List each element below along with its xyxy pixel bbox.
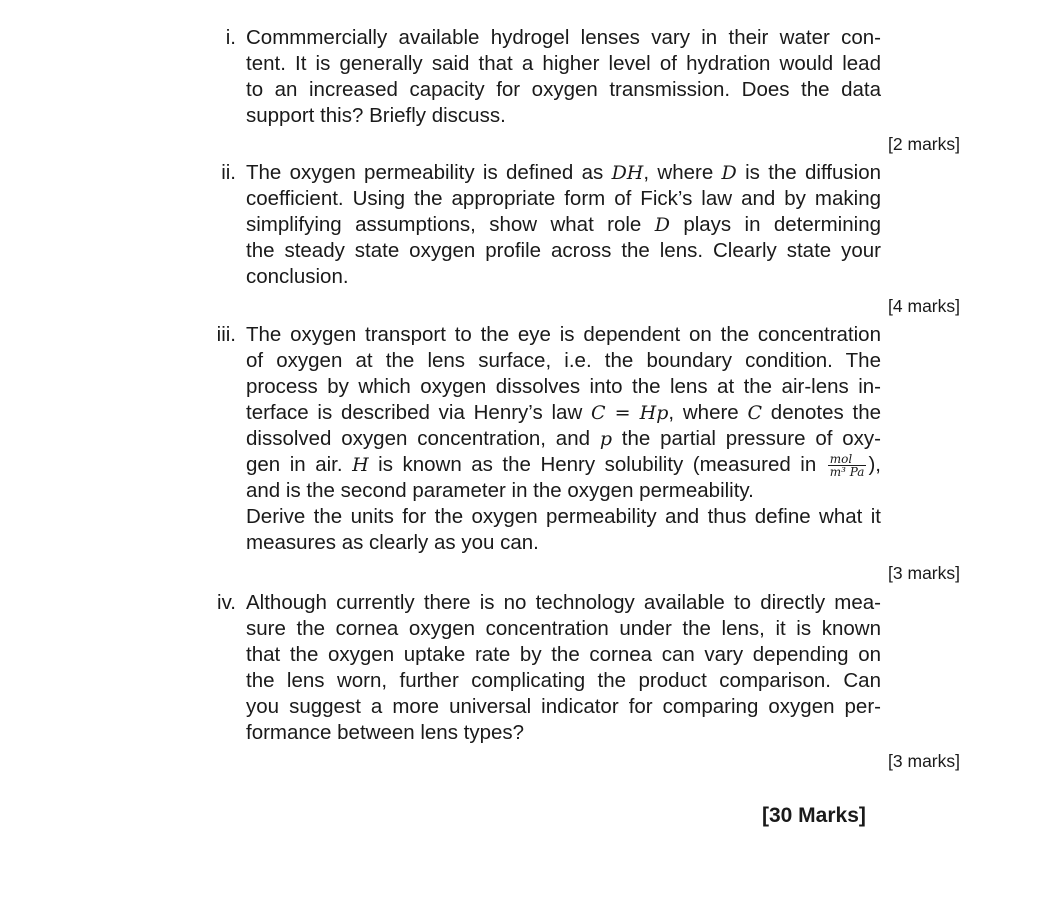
text-line: The oxygen transport to the eye is dependent on the concentration bbox=[246, 323, 881, 346]
marks-iv: [3 marks] bbox=[888, 751, 960, 771]
question-i-text bbox=[246, 25, 881, 129]
math-d: D bbox=[654, 214, 670, 236]
text-line: Although currently there is no technology available to directly mea- bbox=[246, 591, 881, 614]
math-dh: DH bbox=[611, 162, 644, 184]
text-line: you suggest a more universal indicator for comparing oxygen per- bbox=[246, 695, 881, 718]
text-line: simplifying assumptions, show what role D plays in determining bbox=[246, 213, 881, 236]
units-fraction bbox=[828, 453, 867, 478]
text-line: tent. It is generally said that a higher level of hydration would lead bbox=[246, 52, 881, 75]
math-d: D bbox=[721, 162, 737, 184]
text-line: sure the cornea oxygen concentration under the lens, it is known bbox=[246, 617, 881, 640]
math-henry-law: C = Hp bbox=[591, 402, 669, 424]
fraction-denominator: m³ Pa bbox=[829, 465, 865, 480]
text-line: conclusion. bbox=[246, 265, 349, 288]
text-line: coefficient. Using the appropriate form of Fick’s law and by making bbox=[246, 187, 881, 210]
text-line: The oxygen permeability is defined as DH, where D is the diffusion bbox=[246, 161, 882, 184]
text-line: of oxygen at the lens surface, i.e. the boundary condition. The bbox=[246, 349, 881, 372]
text-line: Derive the units for the oxygen permeability and thus define what it bbox=[246, 505, 881, 528]
text-line: terface is described via Henry’s law C = Hp, where C denotes the bbox=[246, 401, 882, 424]
question-label-i: i. bbox=[225, 26, 236, 49]
question-ii-text bbox=[246, 160, 881, 290]
text-line: support this? Briefly discuss. bbox=[246, 104, 506, 127]
question-label-iii: iii. bbox=[216, 323, 236, 346]
text-line: measures as clearly as you can. bbox=[246, 531, 539, 554]
text-line: process by which oxygen dissolves into the lens at the air-lens in- bbox=[246, 375, 881, 398]
text-line: the steady state oxygen profile across the lens. Clearly state your bbox=[246, 239, 881, 262]
marks-i: [2 marks] bbox=[888, 134, 960, 154]
math-c: C bbox=[747, 402, 763, 424]
question-iii-text bbox=[246, 322, 881, 556]
math-p: p bbox=[599, 428, 612, 450]
total-marks: [30 Marks] bbox=[762, 804, 866, 827]
math-h: H bbox=[352, 454, 369, 476]
question-iv-text bbox=[246, 590, 881, 746]
text-line: the lens worn, further complicating the product comparison. Can bbox=[246, 669, 881, 692]
fraction-numerator: mol bbox=[828, 453, 867, 466]
question-label-ii: ii. bbox=[221, 161, 236, 184]
text-line: Commmercially available hydrogel lenses vary in their water con- bbox=[246, 26, 881, 49]
text-line: to an increased capacity for oxygen transmission. Does the data bbox=[246, 78, 881, 101]
text-line: and is the second parameter in the oxygen permeability. bbox=[246, 479, 754, 502]
question-label-iv: iv. bbox=[217, 591, 236, 614]
marks-iii: [3 marks] bbox=[888, 563, 960, 583]
text-line: dissolved oxygen concentration, and p the partial pressure of oxy- bbox=[246, 427, 881, 450]
marks-ii: [4 marks] bbox=[888, 296, 960, 316]
text-line: that the oxygen uptake rate by the cornea can vary depending on bbox=[246, 643, 881, 666]
text-line: formance between lens types? bbox=[246, 721, 525, 744]
text-line: gen in air. H is known as the Henry solubility (measured in $\frac{\text{mol}}{\text{m³ Pa}}$ ), bbox=[246, 452, 881, 480]
